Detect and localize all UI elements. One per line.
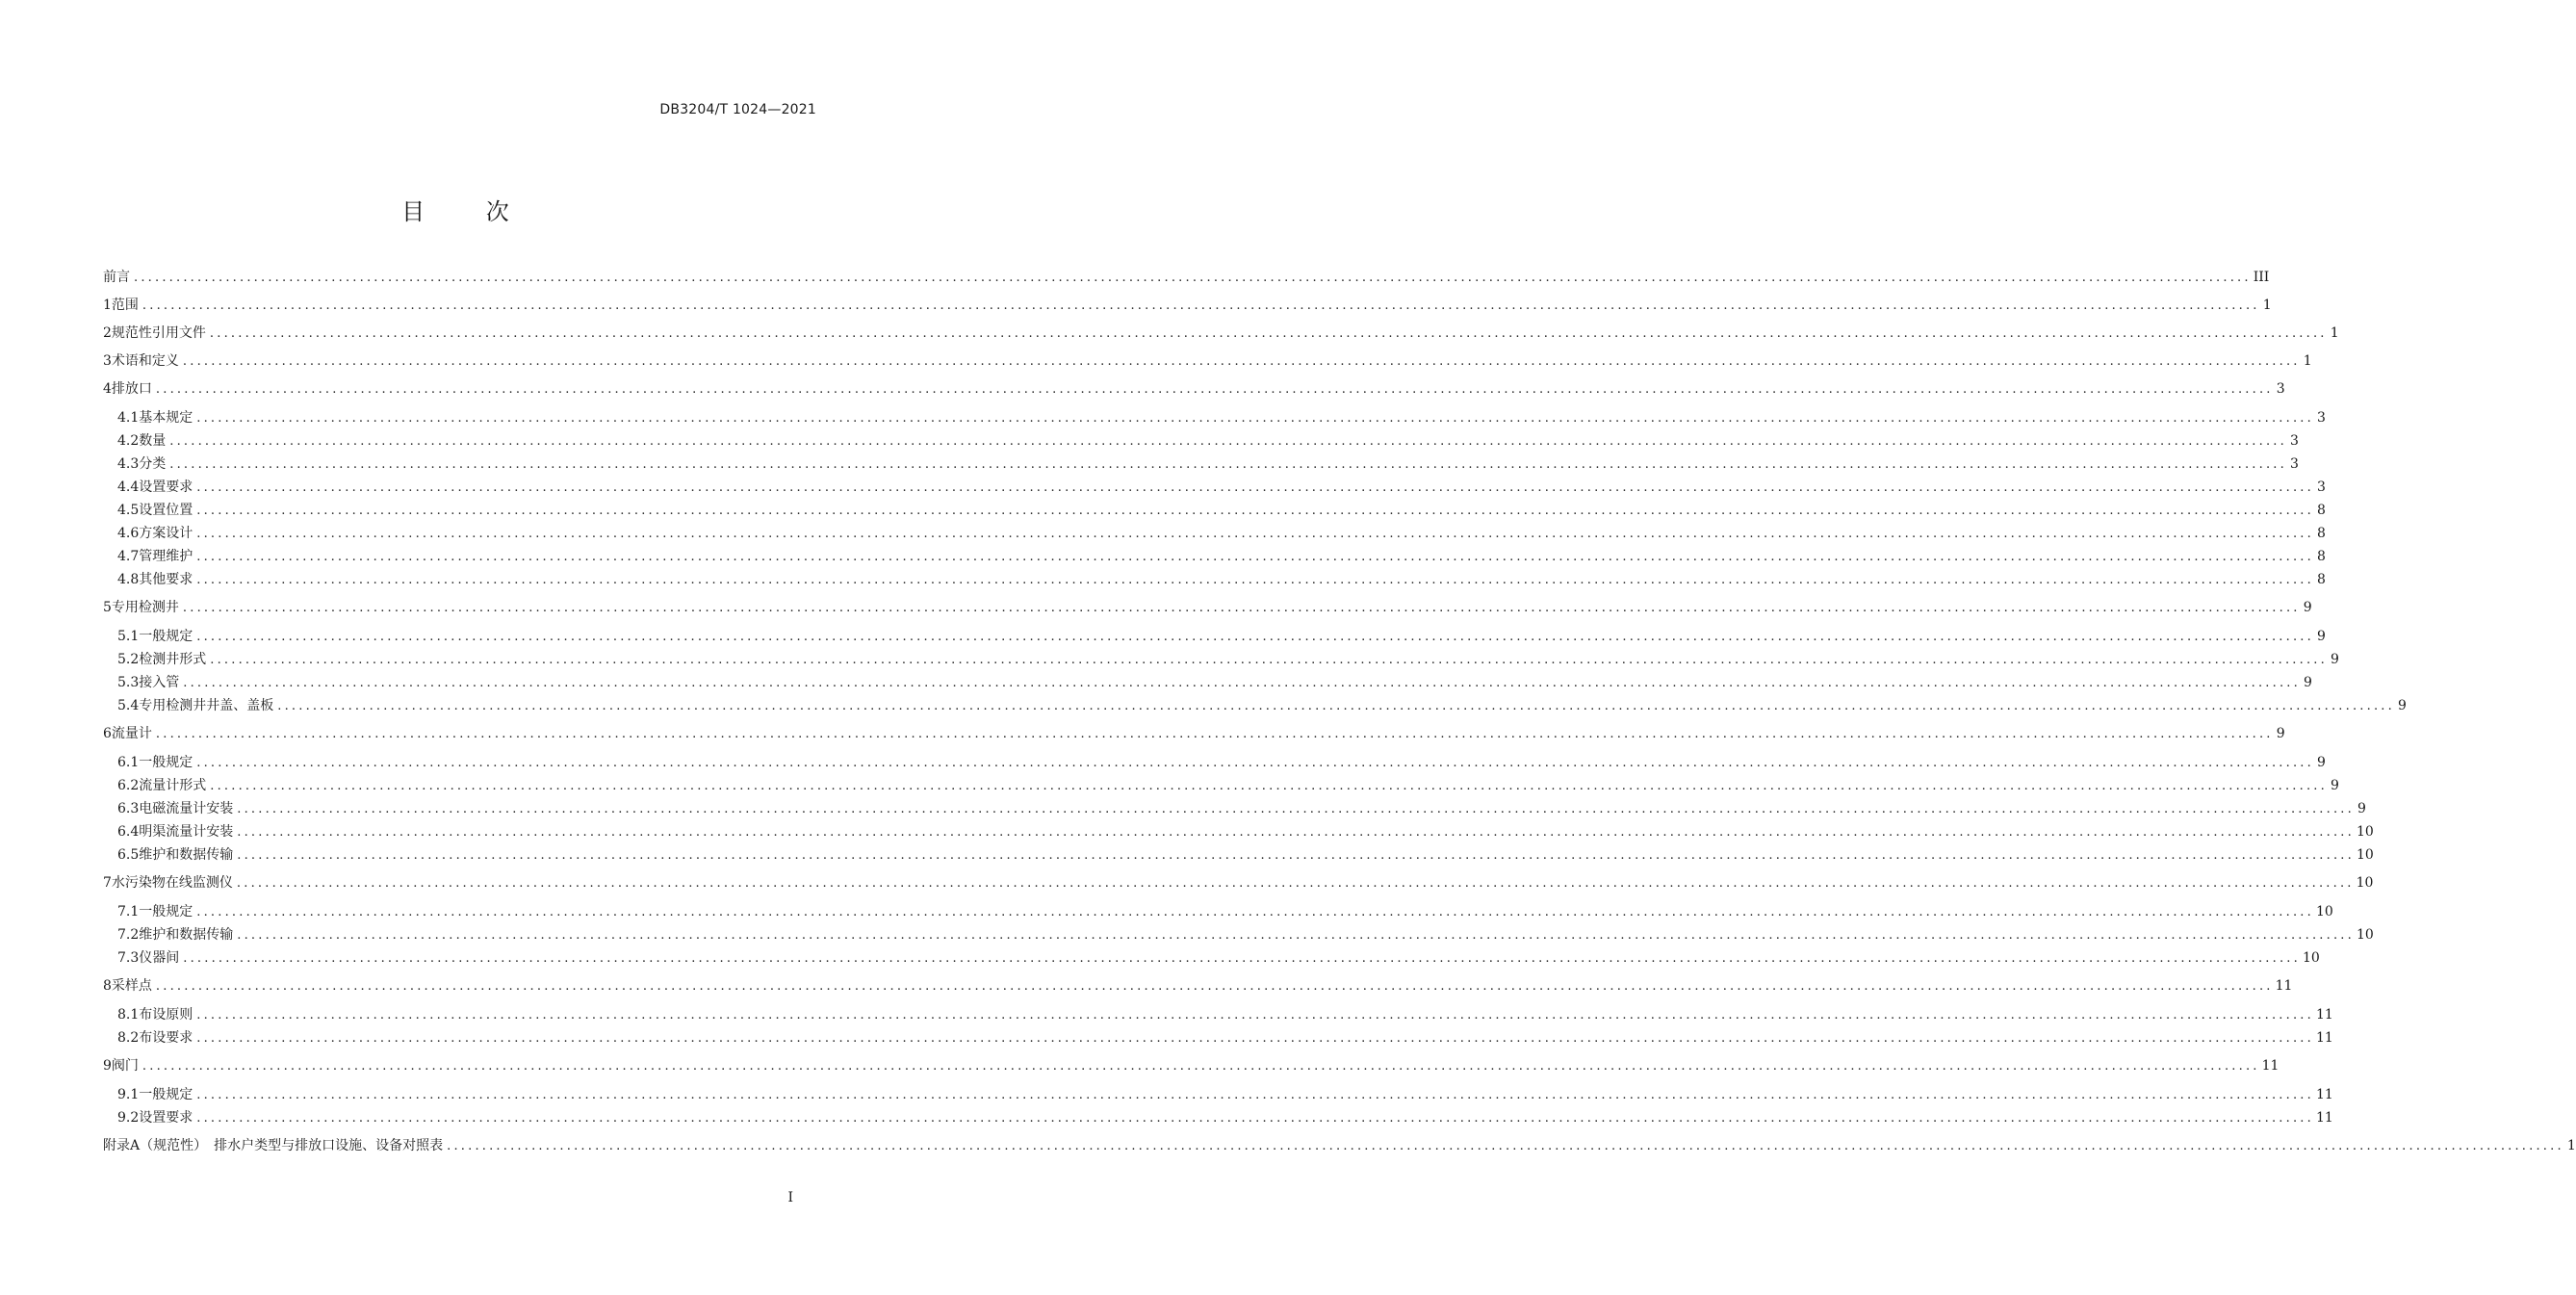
table-of-contents <box>103 270 2576 1154</box>
toc-entry-page: 9 <box>2303 600 2312 615</box>
toc-entry[interactable] <box>103 325 2339 342</box>
toc-entry-page: 10 <box>2356 824 2374 840</box>
toc-entry-number: 3 <box>103 353 112 369</box>
toc-entry-number: 4 <box>103 381 112 397</box>
toc-entry[interactable] <box>103 549 2326 565</box>
toc-entry-label: 维护和数据传输 <box>139 927 234 943</box>
toc-entry-number: 6.4 <box>117 824 140 840</box>
toc-leader-dots: ............................................................................................................................................................................................................................................................................................................ <box>196 1031 2314 1046</box>
toc-entry-page: 10 <box>2356 875 2374 891</box>
toc-leader-dots: ............................................................................................................................................................................................................................................................................................................ <box>196 504 2314 518</box>
toc-entry-number: 4.4 <box>117 479 140 495</box>
toc-entry-number: 5 <box>103 600 112 615</box>
toc-entry-label: 范围 <box>111 298 139 313</box>
toc-entry[interactable] <box>103 1007 2333 1023</box>
toc-entry[interactable] <box>103 600 2312 616</box>
toc-entry-label: 检测井形式 <box>139 652 207 667</box>
toc-leader-dots: ............................................................................................................................................................................................................................................................................................................ <box>196 411 2314 426</box>
toc-entry-number: 6.2 <box>117 778 140 793</box>
toc-entry-number: 2 <box>103 325 112 341</box>
toc-entry-number: 5.2 <box>117 652 140 667</box>
toc-entry[interactable] <box>103 503 2326 519</box>
toc-entry-number: 8.2 <box>117 1030 140 1046</box>
toc-entry-number: 8.1 <box>117 1007 140 1023</box>
page-number: I <box>787 1190 793 1205</box>
toc-leader-dots: ............................................................................................................................................................................................................................................................................................................ <box>209 326 2328 341</box>
toc-entry-page: 8 <box>2317 549 2326 564</box>
toc-leader-dots: ............................................................................................................................................................................................................................................................................................................ <box>447 1139 2564 1153</box>
toc-entry-label: 布设要求 <box>139 1030 193 1046</box>
toc-entry-number: 5.4 <box>117 698 140 713</box>
toc-leader-dots: ............................................................................................................................................................................................................................................................................................................ <box>182 601 2301 615</box>
toc-entry-number: 6.3 <box>117 801 140 816</box>
toc-entry[interactable] <box>103 433 2299 450</box>
toc-entry[interactable] <box>103 726 2285 742</box>
toc-entry-label: 布设原则 <box>139 1007 193 1023</box>
toc-entry-number: 7 <box>103 875 112 891</box>
toc-entry[interactable] <box>103 1058 2280 1075</box>
toc-entry-page: 11 <box>2275 978 2293 994</box>
toc-entry[interactable] <box>103 353 2312 370</box>
toc-entry[interactable] <box>103 652 2339 668</box>
toc-leader-dots: ............................................................................................................................................................................................................................................................................................................ <box>196 756 2314 770</box>
document-code: DB3204/T 1024—2021 <box>659 102 816 117</box>
toc-entry-label: 设置位置 <box>139 503 193 518</box>
toc-leader-dots: ............................................................................................................................................................................................................................................................................................................ <box>134 271 2252 285</box>
toc-entry[interactable] <box>103 572 2326 588</box>
toc-entry-page: 9 <box>2331 778 2339 793</box>
toc-entry[interactable] <box>103 298 2272 314</box>
page-title: 目 次 <box>401 198 536 225</box>
toc-entry-page: 11 <box>2315 1110 2333 1126</box>
toc-entry[interactable] <box>103 456 2299 473</box>
toc-entry-number: 4.1 <box>117 410 140 426</box>
toc-entry-number: 4.8 <box>117 572 140 587</box>
toc-entry-label: 一般规定 <box>139 629 193 644</box>
toc-leader-dots: ............................................................................................................................................................................................................................................................................................................ <box>196 1088 2314 1102</box>
toc-entry[interactable] <box>103 927 2374 944</box>
toc-leader-dots: ............................................................................................................................................................................................................................................................................................................ <box>196 1008 2314 1023</box>
toc-entry-page: 11 <box>2315 1087 2333 1102</box>
toc-entry[interactable] <box>103 270 2270 286</box>
toc-entry-number: 9 <box>103 1058 112 1074</box>
toc-entry-number: 5.3 <box>117 675 140 690</box>
toc-leader-dots: ............................................................................................................................................................................................................................................................................................................ <box>196 573 2314 587</box>
toc-entry-page: 1 <box>2566 1138 2576 1153</box>
toc-entry-label: 附录A（规范性） 排水户类型与排放口设施、设备对照表 <box>103 1138 444 1153</box>
toc-leader-dots: ............................................................................................................................................................................................................................................................................................................ <box>237 928 2355 943</box>
toc-entry-label: 流量计 <box>111 726 152 741</box>
toc-leader-dots: ............................................................................................................................................................................................................................................................................................................ <box>196 630 2314 644</box>
toc-entry[interactable] <box>103 1110 2333 1127</box>
toc-entry-label: 接入管 <box>139 675 180 690</box>
toc-entry-page: 10 <box>2315 904 2333 919</box>
toc-entry[interactable] <box>103 801 2366 817</box>
toc-leader-dots: ............................................................................................................................................................................................................................................................................................................ <box>196 550 2314 564</box>
toc-entry-number: 7.2 <box>117 927 140 943</box>
toc-entry-page: 8 <box>2317 572 2326 587</box>
toc-entry-page: 1 <box>2303 353 2312 369</box>
toc-entry-label: 管理维护 <box>139 549 193 564</box>
toc-entry[interactable] <box>103 824 2374 841</box>
toc-entry-label: 流量计形式 <box>139 778 207 793</box>
toc-entry-number: 1 <box>103 298 112 313</box>
toc-leader-dots: ............................................................................................................................................................................................................................................................................................................ <box>155 727 2274 741</box>
toc-entry-page: 8 <box>2317 503 2326 518</box>
toc-entry-page: 9 <box>2317 755 2326 770</box>
toc-entry-page: 10 <box>2356 927 2374 943</box>
toc-entry-page: 1 <box>2330 325 2339 341</box>
toc-leader-dots: ............................................................................................................................................................................................................................................................................................................ <box>196 527 2314 541</box>
toc-entry[interactable] <box>103 629 2326 645</box>
toc-entry-label: 专用检测井井盖、盖板 <box>139 698 274 713</box>
toc-entry[interactable] <box>103 698 2407 714</box>
toc-entry[interactable] <box>103 755 2326 771</box>
toc-entry-page: 9 <box>2357 801 2366 816</box>
toc-entry-page: III <box>2253 270 2270 285</box>
toc-entry-number: 4.2 <box>117 433 140 449</box>
toc-entry-number: 9.2 <box>117 1110 140 1126</box>
toc-entry-number: 7.1 <box>117 904 140 919</box>
toc-entry-label: 分类 <box>139 456 167 472</box>
toc-leader-dots: ............................................................................................................................................................................................................................................................................................................ <box>277 699 2395 713</box>
toc-leader-dots: ............................................................................................................................................................................................................................................................................................................ <box>196 905 2314 919</box>
toc-entry[interactable] <box>103 904 2333 920</box>
toc-leader-dots: ............................................................................................................................................................................................................................................................................................................ <box>237 802 2355 816</box>
toc-entry-label: 数量 <box>139 433 167 449</box>
toc-entry[interactable] <box>103 778 2339 794</box>
toc-entry-number: 6.5 <box>117 847 140 863</box>
toc-entry[interactable] <box>103 381 2285 398</box>
toc-entry-label: 一般规定 <box>139 904 193 919</box>
toc-entry-label: 一般规定 <box>139 1087 193 1102</box>
toc-entry-page: 9 <box>2317 629 2326 644</box>
toc-entry[interactable] <box>103 847 2374 864</box>
toc-leader-dots: ............................................................................................................................................................................................................................................................................................................ <box>236 876 2355 891</box>
toc-entry-page: 3 <box>2276 381 2285 397</box>
toc-entry-label: 前言 <box>103 270 130 285</box>
toc-entry-label: 阀门 <box>111 1058 139 1074</box>
toc-entry-label: 排放口 <box>111 381 152 397</box>
toc-leader-dots: ............................................................................................................................................................................................................................................................................................................ <box>196 1111 2314 1126</box>
toc-entry-page: 3 <box>2290 456 2299 472</box>
toc-leader-dots: ............................................................................................................................................................................................................................................................................................................ <box>210 779 2328 793</box>
toc-leader-dots: ............................................................................................................................................................................................................................................................................................................ <box>169 457 2287 472</box>
toc-entry[interactable] <box>103 675 2312 691</box>
toc-entry-label: 基本规定 <box>139 410 193 426</box>
toc-entry-page: 9 <box>2276 726 2285 741</box>
toc-entry-label: 采样点 <box>111 978 152 994</box>
toc-entry-page: 10 <box>2356 847 2374 863</box>
toc-entry-page: 9 <box>2398 698 2407 713</box>
toc-entry-page: 11 <box>2315 1007 2333 1023</box>
toc-entry-page: 3 <box>2290 433 2299 449</box>
toc-entry[interactable] <box>103 1030 2333 1047</box>
toc-entry[interactable] <box>103 978 2293 995</box>
toc-entry[interactable] <box>103 410 2326 427</box>
toc-leader-dots: ............................................................................................................................................................................................................................................................................................................ <box>183 951 2301 966</box>
toc-entry-page: 8 <box>2317 526 2326 541</box>
toc-leader-dots: ............................................................................................................................................................................................................................................................................................................ <box>155 382 2274 397</box>
toc-entry-label: 仪器间 <box>139 950 180 966</box>
toc-entry[interactable] <box>103 526 2326 542</box>
toc-entry-page: 9 <box>2304 675 2312 690</box>
toc-leader-dots: ............................................................................................................................................................................................................................................................................................................ <box>237 825 2355 840</box>
toc-entry-label: 设置要求 <box>139 479 193 495</box>
toc-entry-number: 4.6 <box>117 526 140 541</box>
toc-entry-label: 电磁流量计安装 <box>139 801 234 816</box>
toc-entry-label: 术语和定义 <box>111 353 179 369</box>
toc-entry-label: 明渠流量计安装 <box>139 824 234 840</box>
toc-entry-number: 4.7 <box>117 549 140 564</box>
toc-entry-page: 11 <box>2315 1030 2333 1046</box>
toc-entry[interactable] <box>103 875 2374 892</box>
toc-entry-page: 10 <box>2302 950 2320 966</box>
toc-entry-page: 11 <box>2261 1058 2280 1074</box>
toc-entry-page: 1 <box>2262 298 2272 313</box>
toc-entry[interactable] <box>103 950 2320 967</box>
toc-leader-dots: ............................................................................................................................................................................................................................................................................................................ <box>169 434 2287 449</box>
toc-entry-label: 方案设计 <box>139 526 193 541</box>
toc-entry-page: 3 <box>2317 479 2326 495</box>
toc-entry-label: 其他要求 <box>139 572 193 587</box>
toc-entry-label: 维护和数据传输 <box>139 847 234 863</box>
toc-leader-dots: ............................................................................................................................................................................................................................................................................................................ <box>155 979 2274 994</box>
toc-leader-dots: ............................................................................................................................................................................................................................................................................................................ <box>237 848 2355 863</box>
toc-entry-number: 9.1 <box>117 1087 140 1102</box>
toc-entry-label: 规范性引用文件 <box>111 325 206 341</box>
toc-entry[interactable] <box>103 1138 2576 1154</box>
toc-leader-dots: ............................................................................................................................................................................................................................................................................................................ <box>142 298 2260 313</box>
toc-entry-number: 6.1 <box>117 755 140 770</box>
toc-entry[interactable] <box>103 479 2326 496</box>
toc-entry-page: 9 <box>2331 652 2339 667</box>
toc-entry-number: 8 <box>103 978 112 994</box>
toc-leader-dots: ............................................................................................................................................................................................................................................................................................................ <box>142 1059 2260 1074</box>
toc-leader-dots: ............................................................................................................................................................................................................................................................................................................ <box>196 480 2314 495</box>
toc-entry-number: 5.1 <box>117 629 140 644</box>
toc-leader-dots: ............................................................................................................................................................................................................................................................................................................ <box>210 653 2328 667</box>
toc-entry-number: 4.5 <box>117 503 140 518</box>
toc-entry-label: 专用检测井 <box>111 600 179 615</box>
toc-entry-label: 设置要求 <box>139 1110 193 1126</box>
toc-entry-number: 7.3 <box>117 950 140 966</box>
toc-entry-label: 一般规定 <box>139 755 193 770</box>
toc-leader-dots: ............................................................................................................................................................................................................................................................................................................ <box>182 354 2301 369</box>
toc-entry-number: 6 <box>103 726 112 741</box>
toc-leader-dots: ............................................................................................................................................................................................................................................................................................................ <box>183 676 2301 690</box>
toc-entry-number: 4.3 <box>117 456 140 472</box>
toc-entry-page: 3 <box>2317 410 2326 426</box>
toc-entry[interactable] <box>103 1087 2333 1103</box>
toc-entry-label: 水污染物在线监测仪 <box>111 875 233 891</box>
